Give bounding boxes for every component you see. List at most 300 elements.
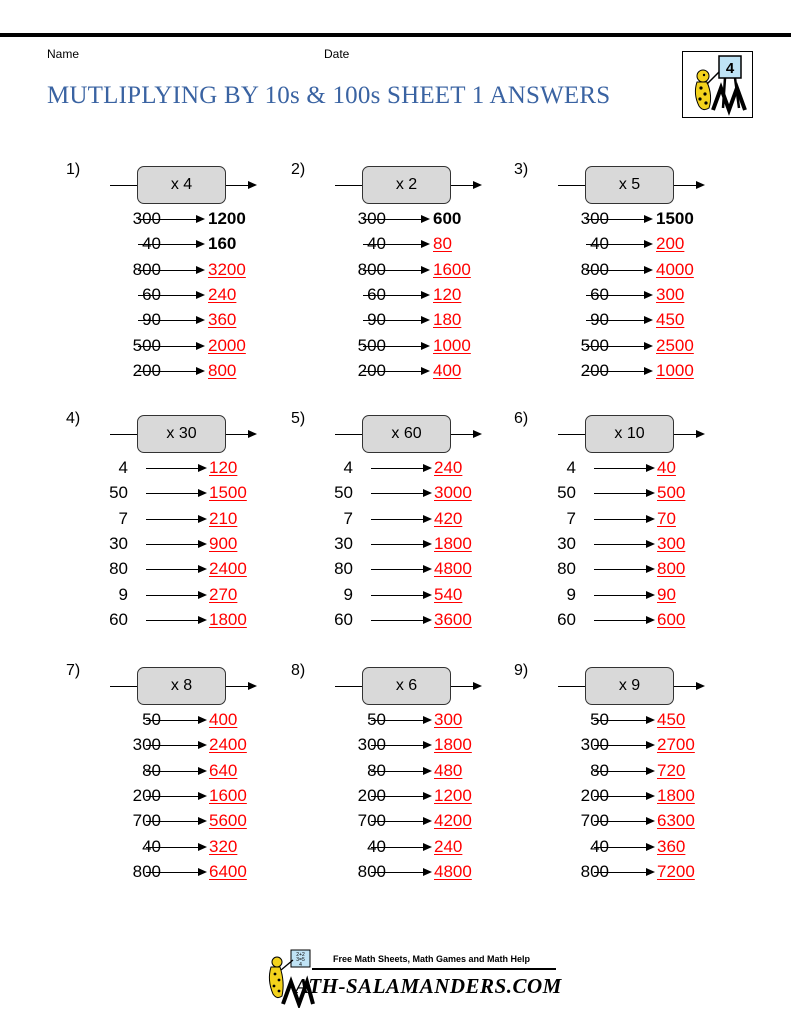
- row-arrow-icon: [196, 367, 205, 375]
- input-value: 4: [343, 458, 353, 477]
- answer-output: 1200: [434, 785, 472, 805]
- input-value: 7: [566, 508, 576, 528]
- row-arrow-icon: [198, 515, 207, 523]
- row-arrow-icon: [423, 591, 432, 599]
- input-value: 200: [357, 785, 386, 805]
- answer-output: 540: [434, 584, 463, 604]
- input-value: 200: [580, 360, 609, 380]
- row-arrow-line: [594, 771, 646, 772]
- row-arrow-icon: [423, 792, 432, 800]
- input-value: 60: [334, 609, 353, 629]
- function-row: [66, 482, 286, 507]
- row-arrow-line: [371, 493, 423, 494]
- row-arrow-line: [138, 346, 196, 347]
- row-arrow-icon: [423, 489, 432, 497]
- row-arrow-line: [146, 493, 198, 494]
- input-value: 4: [566, 458, 576, 477]
- row-arrow-icon: [423, 716, 432, 724]
- answer-output: 3000: [434, 483, 472, 503]
- row-arrow-line: [371, 771, 423, 772]
- answer-output: 4800: [434, 559, 472, 579]
- row-arrow-line: [594, 620, 646, 621]
- row-arrow-line: [586, 346, 644, 347]
- problem-number: 7): [66, 662, 81, 679]
- row-arrow-line: [138, 371, 196, 372]
- function-row: [291, 810, 511, 835]
- input-value: 800: [132, 861, 161, 881]
- input-value: 50: [109, 483, 128, 503]
- function-row: [514, 208, 734, 233]
- row-arrow-line: [146, 595, 198, 596]
- row-arrow-icon: [196, 342, 205, 350]
- answer-output: 400: [433, 360, 462, 380]
- function-row: [66, 609, 286, 634]
- input-value: 500: [132, 335, 161, 355]
- input-value: 700: [580, 811, 609, 831]
- problem-number: 1): [66, 161, 81, 178]
- input-value: 800: [132, 259, 161, 279]
- input-value: 800: [357, 861, 386, 881]
- answer-output: 4200: [434, 811, 472, 831]
- input-value: 80: [109, 559, 128, 579]
- problem-number: 6): [514, 410, 529, 427]
- input-value: 800: [580, 259, 609, 279]
- input-value: 90: [590, 310, 609, 330]
- row-arrow-icon: [646, 817, 655, 825]
- input-value: 300: [132, 735, 161, 755]
- input-value: 80: [334, 559, 353, 579]
- page-title: MUTLIPLYING BY 10s & 100s SHEET 1 ANSWERS: [47, 82, 611, 109]
- row-arrow-line: [594, 493, 646, 494]
- input-value: 700: [357, 811, 386, 831]
- row-arrow-line: [138, 244, 196, 245]
- input-value: 80: [557, 559, 576, 579]
- row-arrow-icon: [644, 291, 653, 299]
- problem-5: [291, 410, 511, 640]
- answer-output: 1000: [656, 360, 694, 380]
- answer-output: 80: [433, 234, 452, 254]
- row-arrow-icon: [423, 767, 432, 775]
- row-arrow-line: [586, 219, 644, 220]
- answer-output: 500: [657, 483, 686, 503]
- row-arrow-line: [146, 745, 198, 746]
- function-row: [291, 482, 511, 507]
- function-row: [291, 360, 511, 385]
- footer-logo: [255, 948, 575, 1008]
- operation-box: x 30: [137, 415, 226, 453]
- input-value: 60: [557, 609, 576, 629]
- function-row: [514, 709, 734, 734]
- logo-badge-text: 4: [725, 60, 735, 77]
- row-arrow-icon: [198, 767, 207, 775]
- answer-output: 210: [209, 508, 238, 528]
- row-arrow-line: [594, 872, 646, 873]
- input-value: 50: [367, 710, 386, 729]
- input-value: 50: [142, 710, 161, 729]
- function-row: [514, 309, 734, 334]
- operation-box: x 5: [585, 166, 674, 204]
- row-arrow-line: [594, 720, 646, 721]
- function-row: [66, 259, 286, 284]
- function-row: [514, 836, 734, 861]
- function-row: [514, 335, 734, 360]
- input-value: 500: [357, 335, 386, 355]
- row-arrow-line: [371, 720, 423, 721]
- answer-output: 5600: [209, 811, 247, 831]
- row-arrow-icon: [646, 716, 655, 724]
- row-arrow-line: [594, 544, 646, 545]
- row-arrow-icon: [196, 215, 205, 223]
- function-row: [291, 836, 511, 861]
- function-row: [66, 785, 286, 810]
- given-output: 600: [433, 209, 462, 228]
- row-arrow-icon: [646, 591, 655, 599]
- answer-output: 1800: [209, 609, 247, 629]
- answer-output: 180: [433, 310, 462, 330]
- answer-output: 120: [433, 284, 462, 304]
- answer-output: 3600: [434, 609, 472, 629]
- function-row: [66, 836, 286, 861]
- function-row: [66, 309, 286, 334]
- row-arrow-icon: [198, 591, 207, 599]
- function-row: [291, 734, 511, 759]
- row-arrow-line: [594, 847, 646, 848]
- row-arrow-icon: [198, 741, 207, 749]
- function-row: [514, 609, 734, 634]
- operation-box: x 2: [362, 166, 451, 204]
- row-arrow-icon: [198, 868, 207, 876]
- input-value: 300: [357, 209, 386, 228]
- answer-output: 7200: [657, 861, 695, 881]
- answer-output: 480: [434, 760, 463, 780]
- row-arrow-line: [371, 872, 423, 873]
- row-arrow-icon: [421, 342, 430, 350]
- row-arrow-line: [146, 821, 198, 822]
- answer-output: 1800: [434, 533, 472, 553]
- function-row: [514, 457, 734, 482]
- function-row: [291, 335, 511, 360]
- answer-output: 400: [209, 710, 238, 729]
- given-output: 160: [208, 234, 237, 254]
- input-value: 30: [109, 533, 128, 553]
- row-arrow-line: [138, 320, 196, 321]
- problem-number: 3): [514, 161, 529, 178]
- row-arrow-icon: [646, 741, 655, 749]
- function-row: [514, 233, 734, 258]
- function-row: [291, 609, 511, 634]
- answer-output: 6400: [209, 861, 247, 881]
- problem-7: [66, 662, 286, 892]
- problem-8: [291, 662, 511, 892]
- problem-number: 2): [291, 161, 306, 178]
- row-arrow-line: [371, 745, 423, 746]
- row-arrow-line: [146, 519, 198, 520]
- input-value: 40: [590, 836, 609, 856]
- row-arrow-line: [146, 872, 198, 873]
- answer-output: 1800: [657, 785, 695, 805]
- footer-site-name[interactable]: ATH-SALAMANDERS.COM: [295, 974, 562, 998]
- operation-box: x 8: [137, 667, 226, 705]
- row-arrow-icon: [644, 266, 653, 274]
- grade-logo: [682, 51, 753, 118]
- input-value: 50: [590, 710, 609, 729]
- function-row: [66, 533, 286, 558]
- name-label: Name: [47, 47, 80, 61]
- answer-output: 1600: [433, 259, 471, 279]
- row-arrow-line: [146, 468, 198, 469]
- answer-output: 450: [656, 310, 685, 330]
- answer-output: 3200: [208, 259, 246, 279]
- problem-9: [514, 662, 734, 892]
- row-arrow-icon: [421, 215, 430, 223]
- answer-output: 90: [657, 584, 676, 604]
- problem-number: 9): [514, 662, 529, 679]
- row-arrow-icon: [198, 565, 207, 573]
- row-arrow-icon: [423, 616, 432, 624]
- function-row: [514, 533, 734, 558]
- input-value: 50: [334, 483, 353, 503]
- function-row: [514, 584, 734, 609]
- row-arrow-icon: [421, 367, 430, 375]
- input-value: 300: [580, 209, 609, 228]
- problem-number: 4): [66, 410, 81, 427]
- input-value: 500: [580, 335, 609, 355]
- row-arrow-line: [371, 620, 423, 621]
- row-arrow-icon: [198, 464, 207, 472]
- input-value: 40: [142, 836, 161, 856]
- machine-arrow-icon: [473, 682, 482, 690]
- function-row: [291, 533, 511, 558]
- operation-box: x 6: [362, 667, 451, 705]
- answer-output: 360: [657, 836, 686, 856]
- problem-number: 5): [291, 410, 306, 427]
- row-arrow-line: [594, 821, 646, 822]
- answer-output: 2700: [657, 735, 695, 755]
- input-value: 9: [566, 584, 576, 604]
- answer-output: 2400: [209, 735, 247, 755]
- function-row: [291, 208, 511, 233]
- given-output: 1200: [208, 209, 246, 228]
- row-arrow-icon: [198, 540, 207, 548]
- row-arrow-icon: [196, 316, 205, 324]
- top-rule: [0, 33, 791, 37]
- row-arrow-icon: [196, 240, 205, 248]
- answer-output: 240: [434, 836, 463, 856]
- row-arrow-line: [363, 371, 421, 372]
- row-arrow-icon: [423, 540, 432, 548]
- row-arrow-icon: [644, 240, 653, 248]
- input-value: 40: [590, 234, 609, 254]
- function-row: [66, 233, 286, 258]
- row-arrow-line: [594, 595, 646, 596]
- row-arrow-line: [586, 244, 644, 245]
- row-arrow-line: [363, 320, 421, 321]
- answer-output: 240: [208, 284, 237, 304]
- machine-arrow-icon: [248, 430, 257, 438]
- row-arrow-icon: [198, 616, 207, 624]
- row-arrow-icon: [421, 316, 430, 324]
- row-arrow-icon: [421, 291, 430, 299]
- row-arrow-icon: [423, 868, 432, 876]
- input-value: 9: [118, 584, 128, 604]
- answer-output: 4000: [656, 259, 694, 279]
- problem-4: [66, 410, 286, 640]
- date-label: Date: [324, 47, 350, 61]
- row-arrow-icon: [644, 342, 653, 350]
- operation-box: x 10: [585, 415, 674, 453]
- machine-arrow-icon: [696, 682, 705, 690]
- input-value: 60: [367, 284, 386, 304]
- row-arrow-icon: [644, 215, 653, 223]
- row-arrow-line: [371, 569, 423, 570]
- row-arrow-icon: [644, 367, 653, 375]
- function-row: [514, 861, 734, 886]
- input-value: 80: [142, 760, 161, 780]
- row-arrow-icon: [198, 843, 207, 851]
- answer-output: 70: [657, 508, 676, 528]
- function-row: [514, 482, 734, 507]
- row-arrow-line: [586, 270, 644, 271]
- input-value: 200: [580, 785, 609, 805]
- input-value: 40: [367, 234, 386, 254]
- row-arrow-icon: [423, 515, 432, 523]
- function-row: [514, 760, 734, 785]
- row-arrow-icon: [646, 767, 655, 775]
- input-value: 80: [367, 760, 386, 780]
- row-arrow-line: [594, 519, 646, 520]
- row-arrow-line: [146, 620, 198, 621]
- row-arrow-icon: [646, 489, 655, 497]
- row-arrow-line: [138, 219, 196, 220]
- function-row: [66, 861, 286, 886]
- problem-6: [514, 410, 734, 640]
- answer-output: 900: [209, 533, 238, 553]
- answer-output: 360: [208, 310, 237, 330]
- answer-output: 1800: [434, 735, 472, 755]
- machine-arrow-icon: [696, 430, 705, 438]
- function-row: [291, 284, 511, 309]
- answer-output: 420: [434, 508, 463, 528]
- row-arrow-icon: [646, 464, 655, 472]
- function-row: [66, 558, 286, 583]
- row-arrow-line: [146, 796, 198, 797]
- answer-output: 6300: [657, 811, 695, 831]
- function-row: [514, 810, 734, 835]
- row-arrow-line: [586, 295, 644, 296]
- row-arrow-line: [371, 595, 423, 596]
- operation-box: x 4: [137, 166, 226, 204]
- row-arrow-icon: [421, 240, 430, 248]
- footer-badge-line-3: 4: [299, 962, 302, 968]
- answer-output: 4800: [434, 861, 472, 881]
- function-row: [66, 508, 286, 533]
- footer-badge-line-1: 2+2: [296, 952, 305, 958]
- input-value: 60: [142, 284, 161, 304]
- row-arrow-icon: [423, 741, 432, 749]
- row-arrow-icon: [646, 540, 655, 548]
- row-arrow-icon: [646, 792, 655, 800]
- row-arrow-icon: [423, 817, 432, 825]
- function-row: [514, 558, 734, 583]
- operation-box: x 9: [585, 667, 674, 705]
- given-output: 1500: [656, 209, 694, 228]
- row-arrow-line: [594, 796, 646, 797]
- row-arrow-line: [371, 821, 423, 822]
- answer-output: 1600: [209, 785, 247, 805]
- footer-tagline: Free Math Sheets, Math Games and Math Help: [333, 954, 531, 964]
- input-value: 9: [343, 584, 353, 604]
- answer-output: 120: [209, 458, 238, 477]
- row-arrow-line: [363, 244, 421, 245]
- row-arrow-line: [146, 847, 198, 848]
- row-arrow-line: [363, 270, 421, 271]
- input-value: 30: [557, 533, 576, 553]
- input-value: 800: [357, 259, 386, 279]
- row-arrow-icon: [644, 316, 653, 324]
- answer-output: 2500: [656, 335, 694, 355]
- answer-output: 300: [434, 710, 463, 729]
- function-row: [291, 861, 511, 886]
- row-arrow-line: [371, 544, 423, 545]
- row-arrow-line: [146, 569, 198, 570]
- row-arrow-icon: [196, 291, 205, 299]
- input-value: 60: [590, 284, 609, 304]
- answer-output: 2000: [208, 335, 246, 355]
- answer-output: 800: [657, 559, 686, 579]
- row-arrow-icon: [196, 266, 205, 274]
- row-arrow-line: [371, 468, 423, 469]
- row-arrow-line: [146, 720, 198, 721]
- row-arrow-line: [363, 346, 421, 347]
- row-arrow-icon: [423, 565, 432, 573]
- row-arrow-icon: [198, 716, 207, 724]
- machine-arrow-icon: [696, 181, 705, 189]
- function-row: [514, 360, 734, 385]
- input-value: 300: [357, 735, 386, 755]
- input-value: 7: [343, 508, 353, 528]
- answer-output: 200: [656, 234, 685, 254]
- footer-badge-line-2: 3=5: [296, 957, 305, 963]
- answer-output: 600: [657, 609, 686, 629]
- row-arrow-line: [371, 847, 423, 848]
- answer-output: 720: [657, 760, 686, 780]
- row-arrow-line: [594, 569, 646, 570]
- machine-arrow-icon: [473, 181, 482, 189]
- input-value: 80: [590, 760, 609, 780]
- row-arrow-line: [371, 796, 423, 797]
- row-arrow-icon: [646, 565, 655, 573]
- row-arrow-line: [594, 745, 646, 746]
- answer-output: 40: [657, 458, 676, 477]
- answer-output: 1000: [433, 335, 471, 355]
- row-arrow-line: [146, 771, 198, 772]
- function-row: [66, 284, 286, 309]
- function-row: [291, 709, 511, 734]
- row-arrow-line: [146, 544, 198, 545]
- machine-arrow-icon: [248, 682, 257, 690]
- problem-3: [514, 161, 734, 391]
- machine-arrow-icon: [473, 430, 482, 438]
- function-row: [291, 233, 511, 258]
- input-value: 4: [118, 458, 128, 477]
- input-value: 200: [132, 785, 161, 805]
- input-value: 60: [109, 609, 128, 629]
- function-row: [66, 360, 286, 385]
- function-row: [514, 284, 734, 309]
- row-arrow-icon: [646, 616, 655, 624]
- function-row: [291, 508, 511, 533]
- row-arrow-line: [363, 295, 421, 296]
